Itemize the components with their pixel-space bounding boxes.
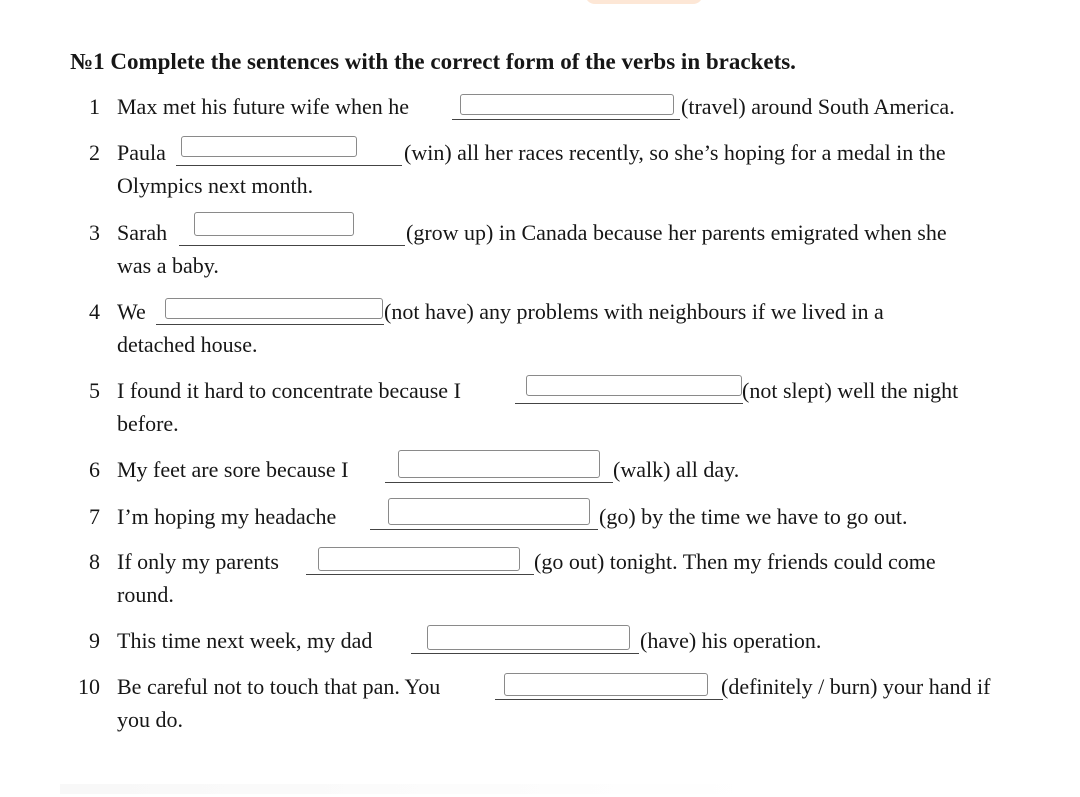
answer-underline [176,165,402,166]
sentence-start: Max met his future wife when he [117,94,410,119]
answer-underline [515,403,743,404]
answer-underline [179,245,405,246]
sentence-continuation: round. [117,582,174,607]
sentence-end: (travel) around South America. [681,94,955,119]
question-number: 4 [89,299,100,324]
answer-input-10[interactable] [504,673,708,696]
question-number: 3 [89,220,100,245]
sentence-start: I found it hard to concentrate because I [117,378,461,403]
sentence-start: My feet are sore because I [117,457,349,482]
sentence-start: Paula [117,140,166,165]
sentence-start: I’m hoping my headache [117,504,337,529]
question-number: 7 [89,504,100,529]
answer-input-2[interactable] [181,136,357,157]
sentence-end: (not slept) well the night [742,378,959,403]
sentence-continuation: detached house. [117,332,258,357]
answer-input-8[interactable] [318,547,520,571]
question-number: 6 [89,457,100,482]
sentence-end: (definitely / burn) your hand if [721,674,991,699]
sentence-start: If only my parents [117,549,279,574]
answer-input-3[interactable] [194,212,354,236]
sentence-continuation: Olympics next month. [117,173,314,198]
answer-input-6[interactable] [398,450,600,478]
sentence-end: (walk) all day. [613,457,740,482]
answer-input-7[interactable] [388,498,590,525]
exercise-heading: №1 Complete the sentences with the correct form of the verbs in brackets. [70,49,796,74]
answer-input-4[interactable] [165,298,383,319]
answer-underline [156,324,384,325]
sentence-start: This time next week, my dad [117,628,373,653]
answer-underline [495,699,723,700]
answer-underline [411,653,639,654]
question-number: 9 [89,628,100,653]
question-number: 5 [89,378,100,403]
sentence-continuation: before. [117,411,179,436]
sentence-continuation: was a baby. [117,253,219,278]
sentence-continuation: you do. [117,707,183,732]
sentence-start: Be careful not to touch that pan. You [117,674,441,699]
question-number: 10 [78,674,100,699]
sentence-end: (go) by the time we have to go out. [599,504,908,529]
answer-input-5[interactable] [526,375,742,396]
sentence-start: We [117,299,146,324]
sentence-end: (have) his operation. [640,628,822,653]
sentence-end: (not have) any problems with neighbours if we lived in a [384,299,884,324]
sentence-end: (win) all her races recently, so she’s hoping for a medal in the [404,140,946,165]
sentence-end: (go out) tonight. Then my friends could come [534,549,936,574]
answer-underline [385,482,613,483]
question-number: 1 [89,94,100,119]
answer-underline [370,529,598,530]
sentence-start: Sarah [117,220,168,245]
question-number: 8 [89,549,100,574]
answer-underline [452,119,680,120]
bottom-fade-decoration [60,784,760,794]
answer-underline [306,574,534,575]
answer-input-9[interactable] [427,625,630,650]
sentence-end: (grow up) in Canada because her parents emigrated when she [406,220,947,245]
answer-input-1[interactable] [460,94,674,115]
top-tab-decoration [585,0,703,4]
question-number: 2 [89,140,100,165]
